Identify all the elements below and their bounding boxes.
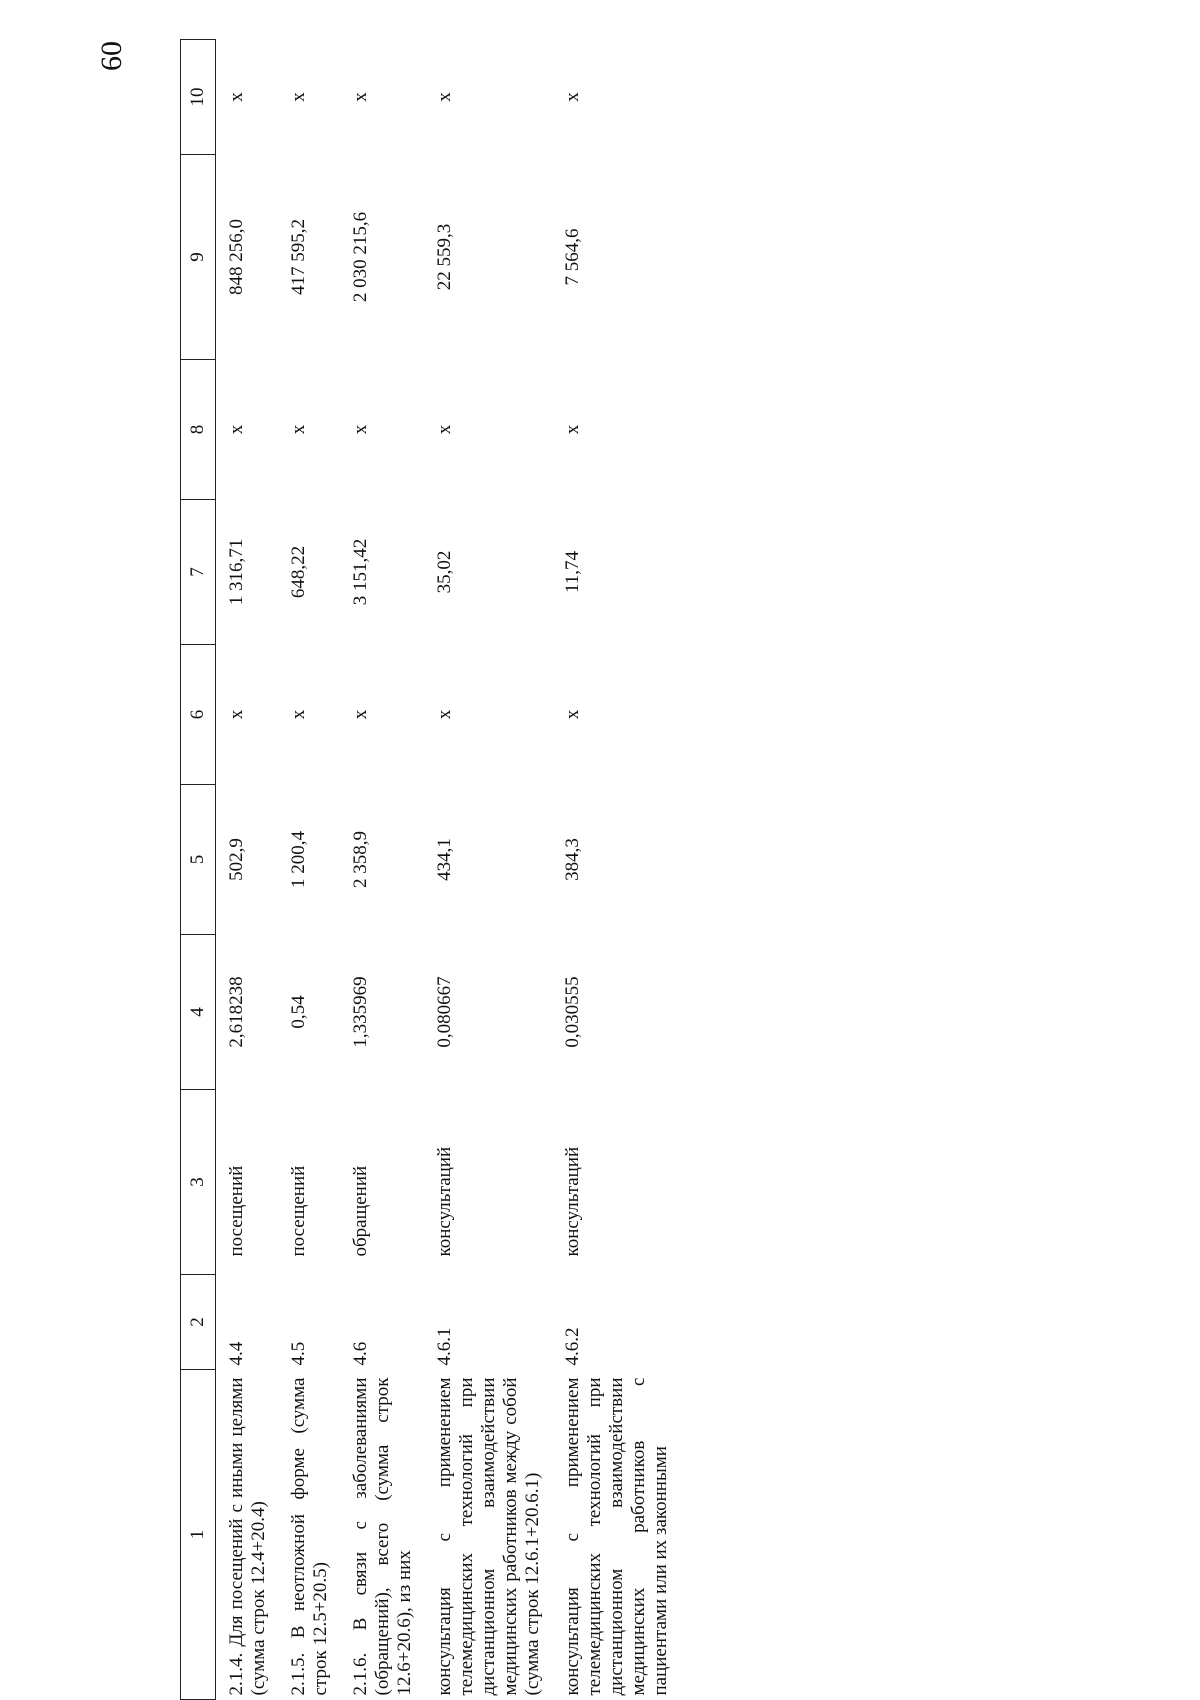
row-code: 4.5 — [288, 1341, 309, 1366]
cell-col6: х — [288, 709, 309, 720]
cell-col4: 0,080667 — [434, 976, 455, 1048]
table-row — [426, 40, 554, 1700]
row-unit: консультаций — [562, 1146, 583, 1257]
column-header: 3 — [181, 1090, 216, 1275]
cell-col4: 1,335969 — [350, 976, 371, 1048]
row-code: 4.6 — [350, 1341, 371, 1366]
cell-col8: х — [226, 424, 247, 435]
cell-col4: 0,54 — [288, 995, 309, 1029]
cell-col10: х — [350, 92, 371, 102]
column-header: 1 — [181, 1370, 216, 1700]
row-unit: консультаций — [434, 1146, 455, 1257]
cell-col6: х — [350, 709, 371, 720]
cell-col9: 848 256,0 — [226, 219, 247, 295]
column-header: 6 — [181, 645, 216, 785]
cell-col8: х — [562, 424, 583, 435]
table-row — [554, 40, 682, 1700]
column-header: 5 — [181, 785, 216, 935]
cell-col10: х — [226, 92, 247, 102]
table-row — [216, 40, 281, 1700]
cell-col9: 417 595,2 — [288, 219, 309, 295]
column-header: 7 — [181, 500, 216, 645]
cell-col7: 3 151,42 — [350, 538, 371, 606]
cell-col8: х — [434, 424, 455, 435]
cell-col5: 502,9 — [226, 838, 247, 881]
row-label: консультация с применением телемедицинских технологий при дистанционном взаимодействии медицинских работников между собой (сумма строк 12.6.1+20.6.1) — [434, 1377, 543, 1696]
cell-col7: 648,22 — [288, 545, 309, 599]
cell-col9: 2 030 215,6 — [350, 211, 371, 303]
cell-col8: х — [350, 424, 371, 435]
row-code: 4.6.2 — [562, 1327, 583, 1366]
cell-col7: 35,02 — [434, 550, 455, 594]
column-header: 8 — [181, 360, 216, 500]
cell-col4: 0,030555 — [562, 976, 583, 1048]
column-header: 2 — [181, 1275, 216, 1370]
cell-col6: х — [226, 709, 247, 720]
row-unit: обращений — [350, 1165, 371, 1257]
row-unit: посещений — [288, 1165, 309, 1257]
cell-col5: 1 200,4 — [288, 831, 309, 888]
cell-col9: 22 559,3 — [434, 223, 455, 291]
cell-col10: х — [434, 92, 455, 102]
cell-col6: х — [434, 709, 455, 720]
column-header: 4 — [181, 935, 216, 1090]
cell-col10: х — [562, 92, 583, 102]
row-label: 2.1.6. В связи с заболеваниями (обращений), всего (сумма строк 12.6+20.6), из них — [350, 1377, 415, 1696]
cell-col7: 11,74 — [562, 550, 583, 594]
header-row — [181, 40, 216, 1700]
row-label: 2.1.4. Для посещений с иными целями (сумма строк 12.4+20.4) — [226, 1377, 269, 1696]
row-label: 2.1.5. В неотложной форме (сумма строк 12.5+20.5) — [288, 1377, 331, 1696]
cell-col8: х — [288, 424, 309, 435]
table-row — [342, 40, 426, 1700]
cell-col10: х — [288, 92, 309, 102]
rotated-table-frame — [180, 40, 1100, 1700]
cell-col7: 1 316,71 — [226, 538, 247, 606]
row-code: 4.6.1 — [434, 1327, 455, 1366]
cell-col4: 2,618238 — [226, 976, 247, 1048]
cell-col6: х — [562, 709, 583, 720]
page-number: 60 — [95, 41, 128, 71]
cell-col9: 7 564,6 — [562, 228, 583, 286]
column-header: 9 — [181, 155, 216, 360]
cell-col5: 384,3 — [562, 838, 583, 881]
cell-col5: 2 358,9 — [350, 831, 371, 888]
table-row — [280, 40, 342, 1700]
row-label: консультация с применением телемедицинских технологий при дистанционном взаимодействии медицинских работников с пациентами или их законными — [562, 1377, 671, 1696]
data-table — [180, 39, 682, 1700]
cell-col5: 434,1 — [434, 838, 455, 881]
column-header: 10 — [181, 40, 216, 155]
row-code: 4.4 — [226, 1341, 247, 1366]
row-unit: посещений — [226, 1165, 247, 1257]
